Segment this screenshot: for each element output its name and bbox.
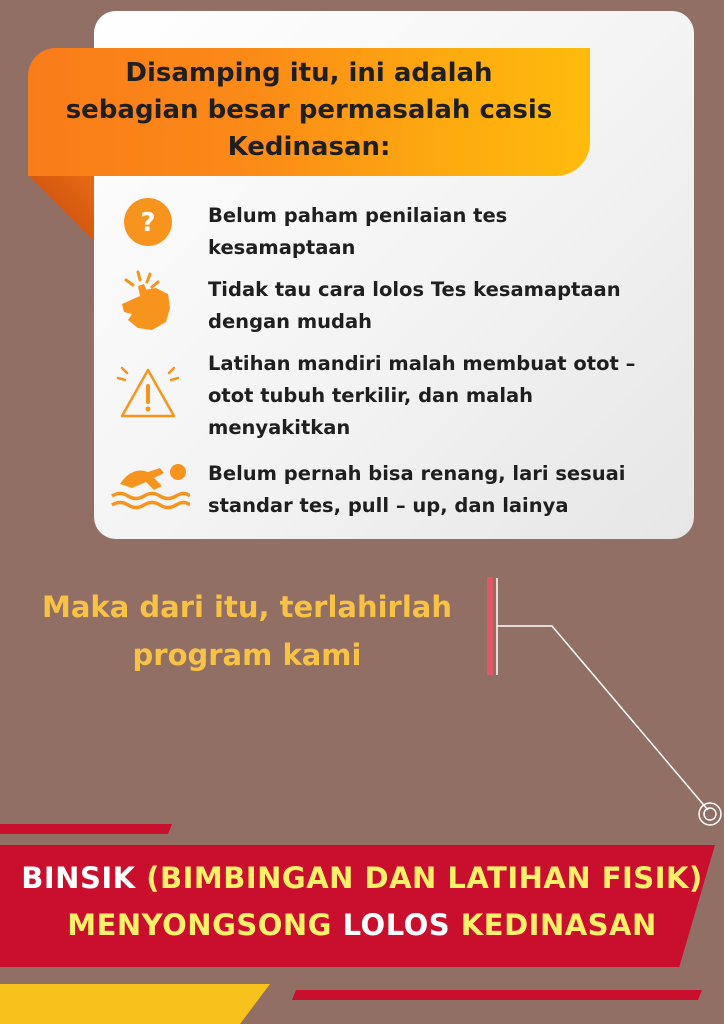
connector-line bbox=[497, 626, 708, 810]
problem-3-line-1: Latihan mandiri malah membuat otot – bbox=[208, 352, 636, 375]
problem-4-line-2: standar tes, pull – up, dan lainya bbox=[208, 494, 569, 517]
ring-outer bbox=[699, 803, 721, 825]
problem-2-line-2: dengan mudah bbox=[208, 310, 373, 333]
stripe-top-red bbox=[0, 824, 172, 834]
problem-4-line-1: Belum pernah bisa renang, lari sesuai bbox=[208, 462, 626, 485]
ring-inner bbox=[704, 808, 716, 820]
problem-3-line-2: otot tubuh terkilir, dan malah bbox=[208, 384, 534, 407]
pink-bar bbox=[487, 577, 493, 675]
title-menyongsong: MENYONGSONG bbox=[67, 908, 332, 942]
title-kedinasan: KEDINASAN bbox=[460, 908, 657, 942]
banner-line-1: Disamping itu, ini adalah bbox=[125, 58, 493, 88]
title-paren: (BIMBINGAN DAN LATIHAN FISIK) bbox=[146, 861, 703, 895]
banner-line-2: sebagian besar permasalah casis bbox=[65, 95, 553, 125]
title-lolos: LOLOS bbox=[342, 908, 451, 942]
svg-text:?: ? bbox=[140, 208, 156, 238]
program-title bbox=[0, 855, 724, 949]
lead-line-2: program kami bbox=[132, 638, 362, 672]
title-line-1 bbox=[0, 855, 724, 902]
stripe-bottom-red bbox=[292, 990, 702, 1000]
problem-1-line-1: Belum paham penilaian tes bbox=[208, 204, 508, 227]
problem-1-line-2: kesamaptaan bbox=[208, 236, 356, 259]
banner-line-3: Kedinasan: bbox=[227, 132, 391, 162]
stripe-yellow bbox=[0, 984, 270, 1024]
lead-line-1: Maka dari itu, terlahirlah bbox=[42, 590, 452, 624]
problem-3-line-3: menyakitkan bbox=[208, 416, 351, 439]
title-line-2 bbox=[0, 902, 724, 949]
title-binsik: BINSIK bbox=[21, 861, 136, 895]
problem-2-line-1: Tidak tau cara lolos Tes kesamaptaan bbox=[208, 278, 621, 301]
